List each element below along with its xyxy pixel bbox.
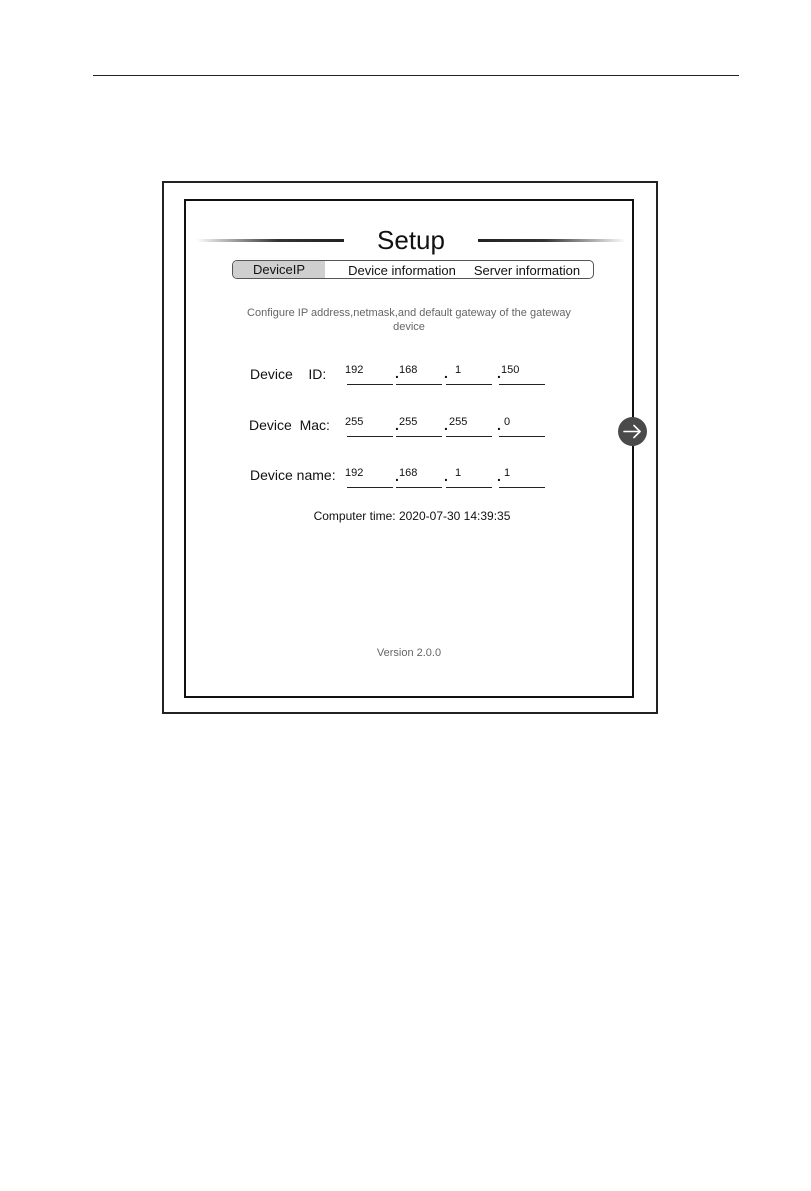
octet-separator: .	[497, 365, 501, 381]
octet-separator: .	[395, 468, 399, 484]
device-id-octet-4-value: 150	[501, 364, 520, 376]
next-button[interactable]	[618, 417, 647, 446]
tab-device-information[interactable]: Device information	[348, 263, 456, 278]
device-id-octet-1-value: 192	[345, 364, 364, 376]
octet-separator: .	[444, 417, 448, 433]
version-text: Version 2.0.0	[376, 647, 442, 659]
octet-separator: .	[444, 468, 448, 484]
device-name-octet-1-value: 192	[345, 467, 364, 479]
octet-separator: .	[497, 417, 501, 433]
octet-separator: .	[395, 365, 399, 381]
tab-device-ip[interactable]: DeviceIP	[233, 261, 325, 278]
device-id-octet-3[interactable]	[446, 367, 492, 385]
device-mac-octet-3-value: 255	[449, 416, 468, 428]
device-id-octet-3-value: 1	[455, 364, 462, 376]
octet-separator: .	[395, 417, 399, 433]
title-decoration-left	[196, 239, 344, 242]
device-name-label: Device name:	[250, 467, 336, 483]
device-mac-octet-4-value: 0	[504, 416, 511, 428]
page-title: Setup	[377, 225, 445, 255]
device-name-octet-4-value: 1	[504, 467, 511, 479]
description-text: Configure IP address,netmask,and default gateway of the gateway device	[247, 307, 571, 333]
octet-separator: .	[497, 468, 501, 484]
device-id-label: Device ID:	[250, 366, 327, 382]
tab-server-information[interactable]: Server information	[473, 263, 581, 278]
device-id-octet-2-value: 168	[399, 364, 418, 376]
device-mac-octet-1-value: 255	[345, 416, 364, 428]
page-header-rule	[93, 75, 739, 76]
device-name-octet-2-value: 168	[399, 467, 418, 479]
title-decoration-right	[478, 239, 626, 242]
device-name-octet-3[interactable]	[446, 470, 492, 488]
octet-separator: .	[444, 365, 448, 381]
device-name-octet-3-value: 1	[455, 467, 462, 479]
device-mac-octet-2-value: 255	[399, 416, 418, 428]
computer-time: Computer time: 2020-07-30 14:39:35	[313, 509, 511, 523]
arrow-right-icon	[618, 417, 647, 446]
device-mac-label: Device Mac:	[249, 417, 330, 433]
